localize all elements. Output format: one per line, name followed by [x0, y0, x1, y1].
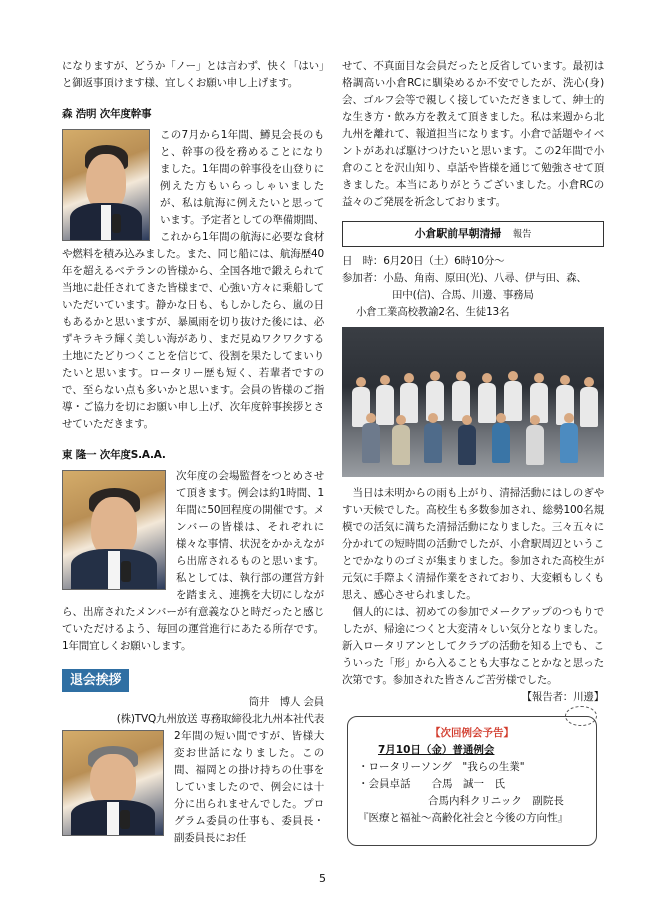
right-column — [342, 58, 604, 706]
farewell-member-name: 筒井 博人 会員 — [248, 696, 324, 708]
farewell-member-affiliation: (株)TVQ九州放送 専務取締役北九州本社代表 — [116, 713, 324, 725]
speech-tsutsui: 2年間の短い間ですが、皆様大変お世話になりました。この間、福岡との掛け持ちの仕事をしていましたので、例会には十分に出られませんでした。プログラム委員の仕事も、委員長・副委員長にお任 — [174, 730, 324, 844]
group-photo — [342, 327, 604, 477]
left-column — [62, 58, 324, 847]
speech-mori: この7月から1年間、鱒見会長のもと、幹事の役を務めることになりました。1年間の幹事役を山登りに例えた方もいらっしゃいましたが、私は航海に例えたいと思っています。予定者としての準備期間、これから1年間の航海に必要な食材や燃料を積み込みました。また、同じ船には、航海歴40年を超えるベテランの皆様から、全国各地で鍛えられて当地に赴任されてきた皆様まで、心強い方々に乗船していただいています。静かな日も、もしかしたら、嵐の日もあるかと思いますが、暴風雨を切り抜けた後には、必ずキラキラ輝く美しい海があり、まだ見ぬワクワクする土地にたどりつくことを信じて、役割を果たしてまいりたいと思います。ロータリー歴も短く、若輩者ですので、至らない点も多いかと思います。会員の皆様のご指導・ご協力を切にお願い申し上げ、次年度幹事挨拶とさせていただきます。 — [62, 129, 324, 430]
cleanup-attendees-line3: 小倉工業高校教諭2名、生徒13名 — [356, 306, 510, 318]
page-number: 5 — [319, 872, 326, 885]
speech-higashi: 次年度の会場監督をつとめさせて頂きます。例会は約1時間、1年間に50回程度の開催です。メンバーの皆様は、それぞれに様々な事情、状況をかかえながら出席されるものと思います。私としては、執行部の運営方針を踏まえ、連携を大切にしながら、出席されたメンバーが有意義なひと時だったと感じていただけるよう、毎回の運営進行にあたる所存です。1年間宜しくお願いします。 — [62, 470, 324, 652]
section-title-farewell: 退会挨拶 — [62, 669, 129, 692]
next-meeting-title: 【次回例会予告】 — [430, 727, 514, 739]
next-meeting-notice — [347, 716, 597, 846]
cleanup-report-body-2: 個人的には、初めての参加でメークアップのつもりでしたが、帰途につくと大変清々しい気分となりました。新入ロータリアンとしてクラブの活動を知る上でも、こういった「形」から入ることも大事なことかなと思った次第です。参加された皆さんご苦労様でした。 — [342, 606, 604, 686]
cleanup-attendees-line2: 田中(信)、合馬、川邊、事務局 — [392, 289, 534, 301]
cleanup-date: 日 時：6月20日（土）6時10分～ — [342, 255, 505, 267]
cleanup-report-heading — [342, 221, 604, 247]
next-meeting-date: 7月10日（金）普通例会 — [378, 744, 495, 756]
portrait-higashi-photo — [62, 470, 166, 590]
speaker-heading-higashi: 東 隆一 次年度S.A.A. — [62, 449, 166, 461]
next-meeting-speaker: ・会員卓話 合馬 誠一 氏 — [358, 778, 505, 790]
speaker-heading-mori: 森 浩明 次年度幹事 — [62, 108, 152, 120]
cleanup-report-title: 小倉駅前早朝清掃 — [414, 227, 502, 240]
left-intro: になりますが、どうか「ノー」とは言わず、快く「はい」と御返事頂けます様、宜しくお願い申し上げます。 — [62, 60, 324, 89]
next-meeting-topic: 『医療と福祉～高齢化社会と今後の方向性』 — [358, 812, 568, 824]
cleanup-report-body-1: 当日は未明からの雨も上がり、清掃活動にはしのぎやすい天候でした。高校生も多数参加され、総勢100名規模での活気に満ちた清掃活動になりました。三々五々に分かれての短時間の活動でしたが、小倉駅周辺ということでかなりのゴミが集まりました。参加された高校生が元気に手際よく清掃作業をされており、大変頼もしくも思え、感心させられました。 — [342, 487, 604, 601]
cleanup-report-label: 報告 — [512, 229, 532, 240]
next-meeting-song: ・ロータリーソング "我らの生業" — [358, 761, 525, 773]
portrait-tsutsui-photo — [62, 730, 164, 836]
speech-tsutsui-continued: せて、不真面目な会員だったと反省しています。最初は格調高い小倉RCに馴染めるか不安でしたが、洗心(身)会、ゴルフ会等で親しく接していただきまして、紳士的な生き方・飲み方を教えて頂きました。私は来週から北九州を離れて、報道担当になります。小倉で話題やイベントがあれば駆けつけたいと思います。この2年間で小倉のことを沢山知り、卓話や皆様を通じて勉強させて頂きました。本当にありがとうございました。小倉RCの益々のご発展を祈念しております。 — [342, 60, 604, 208]
next-meeting-speaker-affiliation: 合馬内科クリニック 副院長 — [428, 795, 564, 807]
portrait-mori-photo — [62, 129, 150, 241]
cleanup-attendees-line1: 参加者：小島、角南、原田(光)、八尋、伊与田、森、 — [342, 272, 587, 284]
cleanup-reporter: 【報告者：川邊】 — [521, 691, 604, 703]
